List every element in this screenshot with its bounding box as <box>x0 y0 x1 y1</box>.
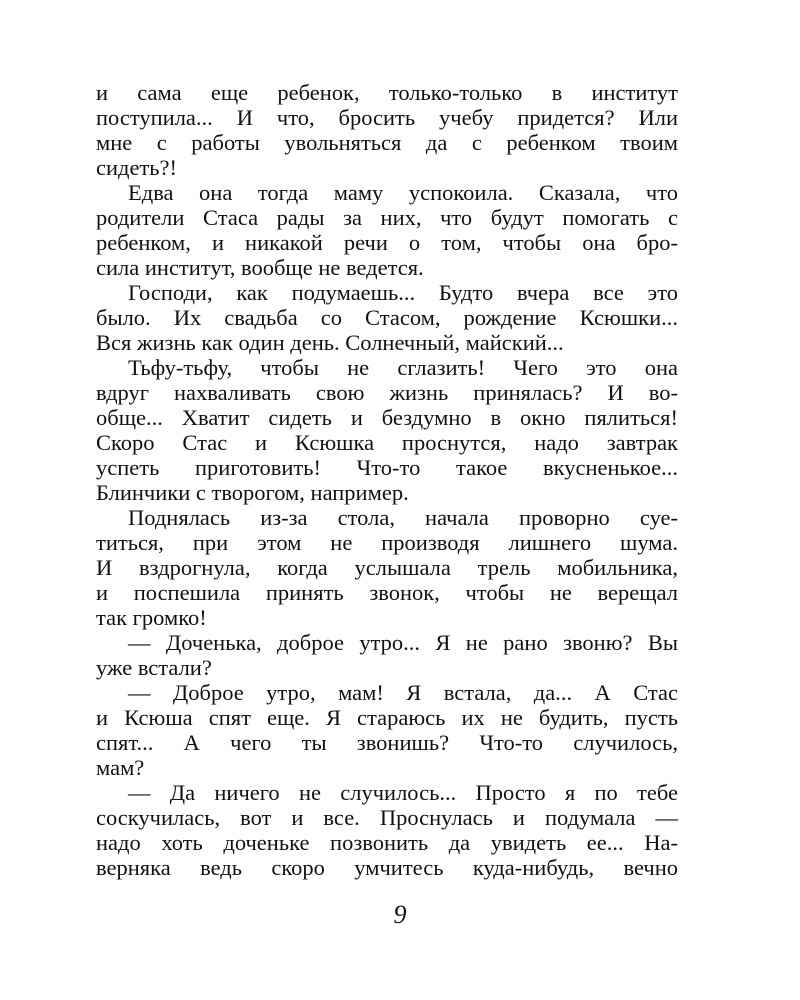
text-line-27: спят... А чего ты звонишь? Что-то случилось, <box>96 730 678 755</box>
text-line-16: успеть приготовить! Что-то такое вкусненькое... <box>96 455 678 480</box>
text-line-29: — Да ничего не случилось... Просто я по тебе <box>128 780 678 805</box>
text-line-26: и Ксюша спят еще. Я стараюсь их не будить, пусть <box>96 705 678 730</box>
text-line-28: мам? <box>96 755 145 780</box>
text-line-14: обще... Хватит сидеть и бездумно в окно пялиться! <box>96 405 678 430</box>
text-line-17: Блинчики с творогом, например. <box>96 480 409 505</box>
text-line-24: уже встали? <box>96 655 212 680</box>
text-line-32: верняка ведь скоро умчитесь куда-нибудь, вечно <box>96 855 678 880</box>
text-line-5: Едва она тогда маму успокоила. Сказала, что <box>128 180 678 205</box>
text-line-10: было. Их свадьба со Стасом, рождение Ксюшки... <box>96 305 678 330</box>
text-line-22: так громко! <box>96 605 207 630</box>
text-line-4: сидеть?! <box>96 155 178 180</box>
text-line-20: И вздрогнула, когда услышала трель мобильника, <box>96 555 678 580</box>
text-line-3: мне с работы увольняться да с ребенком твоим <box>96 130 678 155</box>
text-line-1: и сама еще ребенок, только-только в институт <box>96 80 678 105</box>
text-line-9: Господи, как подумаешь... Будто вчера все это <box>128 280 678 305</box>
text-line-11: Вся жизнь как один день. Солнечный, майский... <box>96 330 564 355</box>
text-line-18: Поднялась из-за стола, начала проворно суе- <box>128 505 678 530</box>
text-line-21: и поспешила принять звонок, чтобы не верещал <box>96 580 678 605</box>
text-line-31: надо хоть доченьке позвонить да увидеть ее... На- <box>96 830 678 855</box>
page-number: 9 <box>393 900 407 929</box>
body-text <box>96 80 678 880</box>
text-line-12: Тьфу-тьфу, чтобы не сглазить! Чего это она <box>128 355 678 380</box>
text-line-25: — Доброе утро, мам! Я встала, да... А Стас <box>128 680 678 705</box>
text-line-23: — Доченька, доброе утро... Я не рано звоню? Вы <box>128 630 678 655</box>
text-line-8: сила институт, вообще не ведется. <box>96 255 424 280</box>
text-line-2: поступила... И что, бросить учебу придется? Или <box>96 105 678 130</box>
text-line-13: вдруг нахваливать свою жизнь принялась? И во- <box>96 380 678 405</box>
text-line-30: соскучилась, вот и все. Проснулась и подумала — <box>96 805 678 830</box>
text-line-6: родители Стаса рады за них, что будут помогать с <box>96 205 678 230</box>
text-line-15: Скоро Стас и Ксюшка проснутся, надо завтрак <box>96 430 678 455</box>
text-line-7: ребенком, и никакой речи о том, чтобы она бро- <box>96 230 678 255</box>
text-line-19: титься, при этом не производя лишнего шума. <box>96 530 678 555</box>
